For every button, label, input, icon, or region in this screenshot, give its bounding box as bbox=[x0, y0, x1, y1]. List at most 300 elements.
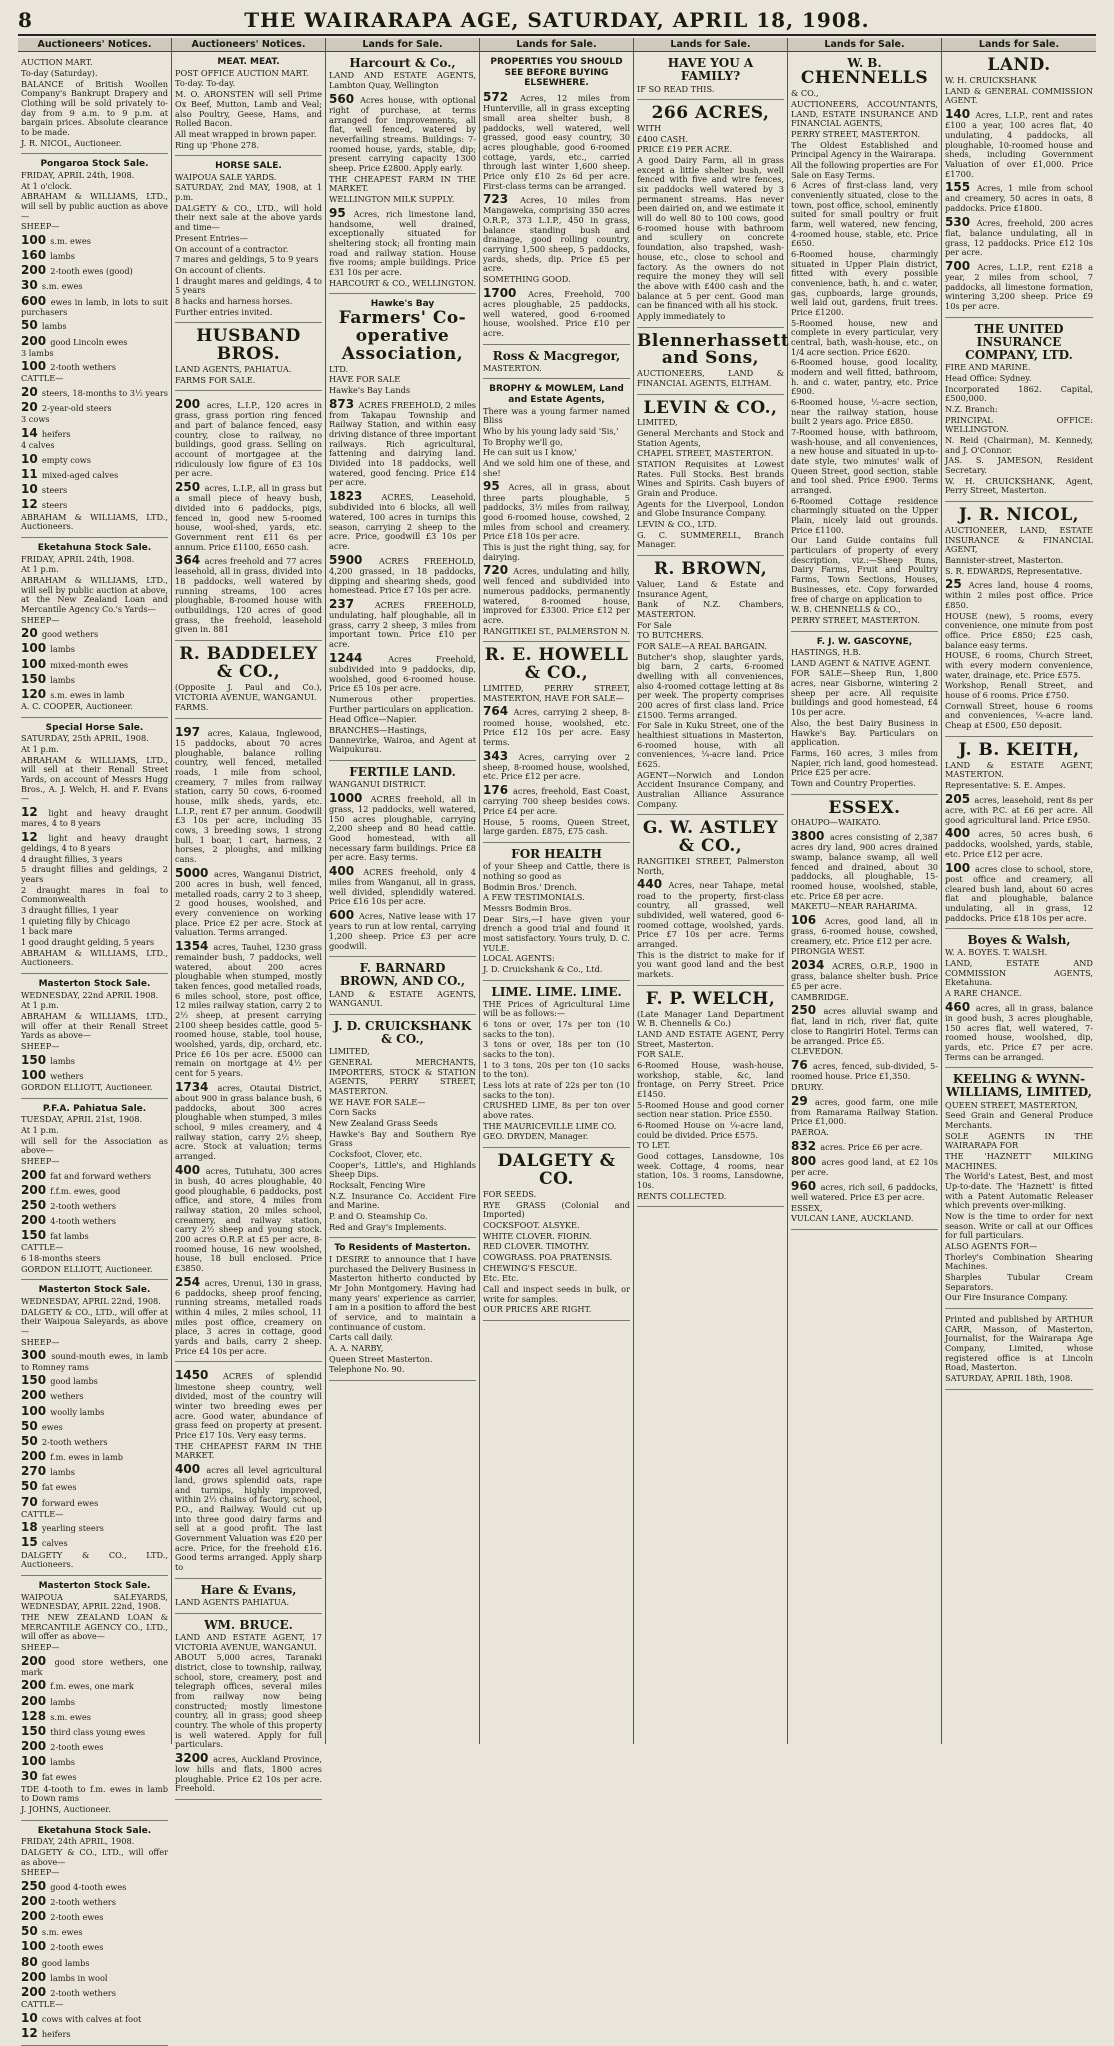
advert-line: M. O. ARONSTEN will sell Prime Ox Beef, Mutton, Lamb and Veal; also Poultry, Geese, Hams, and Rolled Bacon. bbox=[175, 89, 322, 129]
advert-line bbox=[21, 1709, 168, 1723]
advert-line: At 1 p.m. bbox=[21, 743, 59, 754]
acreage-figure: 720 bbox=[483, 563, 514, 578]
acreage-figure: 14 bbox=[21, 426, 42, 441]
advert-text: 2-tooth ewes (good) bbox=[50, 266, 133, 277]
advert-display-name: R. BADDELEY & CO., bbox=[179, 644, 318, 682]
advert-line: ABRAHAM & WILLIAMS, LTD., will sell by public auction at above, at the New Zealand Loan and Mercantile Agency Co.'s Yards— bbox=[21, 574, 168, 614]
advertisement bbox=[637, 818, 784, 985]
advert-line: (Opposite J. Paul and Co.), VICTORIA AVENUE, WANGANUI. bbox=[175, 681, 322, 702]
advert-heading: HAVE YOU A FAMILY? bbox=[667, 56, 754, 84]
acreage-figure: 200 bbox=[21, 1653, 55, 1668]
advert-line bbox=[21, 1535, 168, 1549]
advert-text: good lambs bbox=[41, 1957, 90, 1968]
acreage-figure: 200 bbox=[21, 1388, 51, 1403]
advert-line: 6-Roomed House on ¼-acre land, could be divided. Price £575. bbox=[637, 1119, 784, 1140]
advert-line: DRURY. bbox=[791, 1081, 824, 1092]
advert-text: acres, L.I.P., all in grass but a small piece of heavy bush, divided into 6 paddocks, pigs, fenced in, good new 5-roomed house, wool-shed, yards, etc. Government rent £11 6s per annum. Price £1100, £650 cash. bbox=[175, 483, 322, 552]
advert-line: W. A. BOYES. T. WALSH. bbox=[945, 947, 1048, 958]
advert-text: ACRES, O.R.P., 1900 in grass, balance shelter bush. Price £5 per acre. bbox=[791, 961, 938, 991]
advert-line: Bodmin Bros.' Drench. bbox=[483, 881, 578, 892]
advert-line bbox=[21, 1520, 168, 1534]
advert-line: Seed Grain and General Produce Merchants. bbox=[945, 1110, 1093, 1130]
advert-line: Also, the best Dairy Business in Hawke's Bay. Particulars on application. bbox=[791, 717, 938, 748]
advert-text: 2-tooth wethers bbox=[50, 1987, 116, 1998]
advert-line: GEO. DRYDEN, Manager. bbox=[483, 1131, 589, 1142]
advert-line: 3 cows bbox=[21, 414, 50, 425]
advert-text: 2-tooth wethers bbox=[50, 1897, 116, 1908]
advert-heading: Harcourt & Co., bbox=[349, 56, 456, 71]
acreage-figure: 200 bbox=[21, 1182, 51, 1197]
advert-line bbox=[945, 107, 1093, 179]
advert-line: Hawke's Bay Lands bbox=[329, 384, 411, 395]
advert-line: HAVE FOR SALE bbox=[329, 374, 401, 385]
advert-line: Carts call daily. bbox=[329, 1332, 393, 1343]
advert-title: Masterton Stock Sale. bbox=[38, 1580, 151, 1591]
advert-line: At 1 p.m. bbox=[21, 1000, 59, 1011]
advertisement bbox=[637, 330, 790, 395]
advertisement bbox=[637, 55, 784, 100]
advert-title: HORSE SALE. bbox=[215, 161, 282, 172]
advert-line: Agents for the Liverpool, London and Globe Insurance Company. bbox=[637, 498, 784, 519]
acreage-figure: 200 bbox=[21, 1678, 51, 1693]
page-number: 8 bbox=[18, 8, 32, 32]
advert-line bbox=[791, 1003, 938, 1046]
advert-line: WAIPOUA SALE YARDS. bbox=[175, 171, 277, 182]
advert-line bbox=[21, 1909, 168, 1923]
acreage-figure: 12 bbox=[21, 497, 42, 512]
advert-heading: J. D. CRUICKSHANK & CO., bbox=[333, 1019, 472, 1047]
advert-line: SHEEP— bbox=[21, 1867, 60, 1878]
advert-line: All meat wrapped in brown paper. bbox=[175, 128, 317, 139]
advert-line bbox=[21, 1970, 168, 1984]
acreage-figure: 1354 bbox=[175, 938, 214, 953]
acreage-figure: 25 bbox=[945, 577, 969, 592]
acreage-figure: 50 bbox=[21, 318, 42, 333]
acreage-figure: 95 bbox=[329, 205, 354, 220]
advertisement bbox=[329, 1241, 476, 1381]
advert-text: Acres, near Tahape, metal road to the property, first-class country, all grassed, well subdivided, well watered, good 6-roomed cottage, woolshed, yards. Price £7 10s per acre. Terms arranged. bbox=[637, 880, 784, 949]
column-6 bbox=[788, 38, 942, 1744]
advert-line: Bannister-street, Masterton. bbox=[945, 554, 1064, 565]
advert-text: acres, good farm, one mile from Ramarama Railway Station. Price £1,000. bbox=[791, 1096, 938, 1127]
advert-line: PERRY STREET, MASTERTON. bbox=[791, 128, 920, 139]
advert-line: PERRY STREET, MASTERTON. bbox=[791, 614, 920, 625]
advert-line bbox=[945, 826, 1093, 860]
advert-text: acres, fenced, sub-divided, 5-roomed house. Price £1,350. bbox=[791, 1061, 938, 1082]
advert-line: OUR PRICES ARE RIGHT. bbox=[483, 1304, 592, 1315]
advert-text: forward ewes bbox=[41, 1497, 99, 1508]
advert-display-name: J. R. NICOL, bbox=[958, 505, 1080, 526]
acreage-figure: 11 bbox=[21, 467, 42, 482]
advert-line: CATTLE— bbox=[21, 1999, 64, 2010]
advert-line: A FEW TESTIMONIALS. bbox=[483, 892, 585, 903]
masthead-bar bbox=[18, 6, 1096, 36]
advert-text: acres, Otautai District, about 900 in grass balance bush, 6 paddocks, about 300 acres ploughable when stumped, 3 miles school, 9 miles creamery, and 4 railway station, carry 2½ sheep, acre. Stock at valuation; terms arranged. bbox=[175, 1082, 323, 1161]
advert-line: J. R. NICOL, Auctioneer. bbox=[21, 137, 122, 148]
acreage-figure: 50 bbox=[21, 1418, 42, 1433]
advert-text: ewes bbox=[41, 1421, 63, 1432]
advert-line: Further entries invited. bbox=[175, 306, 273, 317]
advert-line: LAND & ESTATE AGENT, MASTERTON. bbox=[945, 759, 1093, 780]
advert-line: LAND AND ESTATE AGENT, Perry Street, Masterton. bbox=[637, 1028, 784, 1049]
advert-line bbox=[21, 672, 168, 686]
advert-line bbox=[21, 1985, 168, 1999]
advert-line bbox=[21, 1955, 168, 1969]
advert-text: acres, freehold, East Coast, carrying 700 sheep besides cows. Price £4 per acre. bbox=[483, 786, 630, 816]
advert-title: Masterton Stock Sale. bbox=[38, 979, 151, 990]
acreage-figure: 440 bbox=[637, 877, 669, 892]
advert-line: CATTLE— bbox=[21, 1242, 64, 1253]
advert-line: JAS. S. JAMESON, Resident Secretary. bbox=[945, 455, 1093, 476]
advert-line: Apply immediately to bbox=[637, 310, 726, 321]
acreage-figure: 300 bbox=[21, 1348, 52, 1363]
advert-heading: KEELING & WYNN-WILLIAMS, LIMITED, bbox=[946, 1072, 1092, 1100]
advert-line: A. C. COOPER, Auctioneer. bbox=[21, 701, 134, 712]
advert-line: Good cottages, Lansdowne, 10s week. Cottage, 4 rooms, near station, 10s. 3 rooms, Lansdowne, 10s. bbox=[637, 1150, 784, 1190]
advert-line bbox=[21, 467, 168, 481]
advert-text: f.m. ewes, one mark bbox=[50, 1681, 134, 1692]
advert-line: TO LET. bbox=[637, 1140, 671, 1151]
advert-text: ACRES of splendid limestone sheep country, well divided, most of the country will winter two breeding ewes per acre. Good water, abundance of grass feed on property at present. Price £17 10s. Very easy terms. bbox=[175, 1371, 323, 1440]
advert-text: lambs bbox=[50, 1696, 75, 1707]
advert-line: FARMS FOR SALE. bbox=[175, 374, 256, 385]
column-heading: Auctioneers' Notices. bbox=[18, 38, 171, 52]
advert-line bbox=[21, 1419, 168, 1433]
advert-text: third class young ewes bbox=[50, 1726, 146, 1737]
advert-text: Acres, L.I.P., rent £218 a year, 2 miles from school, 7 paddocks, all limestone formation, wintering 3,200 sheep. Price £9 10s per acre. bbox=[945, 261, 1093, 312]
advert-text: sound-mouth ewes, in lamb to Romney rams bbox=[21, 1351, 168, 1372]
advert-line bbox=[21, 1754, 168, 1768]
advert-line bbox=[175, 939, 322, 1079]
advert-text: acres, Auckland Province, low hills and flats, 1800 acres ploughable. Price £2 10s per acre. Freehold. bbox=[175, 1753, 322, 1794]
advert-line bbox=[791, 1139, 938, 1153]
advert-line: WAIPOUA SALEYARDS, WEDNESDAY, APRIL 22nd, 1908. bbox=[21, 1591, 168, 1612]
acreage-figure: 10 bbox=[21, 2010, 42, 2025]
advert-line bbox=[791, 1058, 938, 1082]
advert-line bbox=[791, 1179, 938, 1203]
advert-line bbox=[21, 426, 168, 440]
advertisement bbox=[637, 989, 784, 1208]
column-heading: Auctioneers' Notices. bbox=[172, 38, 325, 52]
advertisement bbox=[637, 559, 784, 815]
advert-text: 4-tooth wethers bbox=[50, 1216, 116, 1227]
advert-line bbox=[483, 704, 630, 747]
advert-text: fat ewes bbox=[41, 1772, 77, 1783]
advert-line: I DESIRE to announce that I have purchased the Delivery Business in Masterton hitherto conducted by Mr John Montgomery. Having had many years' experience as carrier, I am in a position to afford the best of service, and to maintain a continuance of custom. bbox=[329, 1254, 476, 1332]
advert-line: PAEROA. bbox=[791, 1127, 830, 1138]
advertisement bbox=[175, 326, 322, 391]
advert-line: LAND, ESTATE AND COMMISSION AGENTS, Eketahuna. bbox=[945, 958, 1093, 988]
acreage-figure: 1734 bbox=[175, 1079, 218, 1094]
advert-line bbox=[945, 577, 1093, 611]
advert-line: PRINCIPAL OFFICE: WELLINGTON. bbox=[945, 414, 1093, 435]
advert-line: ABRAHAM & WILLIAMS, LTD., will sell by public auction as above— bbox=[21, 191, 168, 221]
advert-heading: W. B. bbox=[847, 56, 882, 71]
advert-text: yearling steers bbox=[41, 1523, 104, 1534]
advert-line: LIMITED, bbox=[637, 417, 678, 428]
advert-line bbox=[175, 397, 322, 479]
advert-line: WEDNESDAY, 22nd APRIL 1908. bbox=[21, 989, 159, 1000]
advert-line: Corn Sacks bbox=[329, 1107, 377, 1118]
advert-text: acres. Price £6 per acre. bbox=[820, 1141, 923, 1152]
advert-line: WITH bbox=[637, 123, 662, 134]
advert-line bbox=[21, 294, 168, 318]
advert-line: At 1 o'clock. bbox=[21, 180, 72, 191]
advert-text: acres consisting of 2,387 acres dry land, 900 acres drained swamp, balance swamp, all well fenced and drained, about 30 paddocks, all ploughable, 15-roomed house, woolshed, stable, etc. Price £8 per acre. bbox=[791, 832, 938, 901]
advert-line: At 1 p.m. bbox=[21, 564, 59, 575]
advertisement bbox=[21, 721, 168, 974]
advert-line: Queen Street Masterton. bbox=[329, 1353, 433, 1364]
advert-text: s.m. ewes bbox=[50, 235, 91, 246]
advert-title: Eketahuna Stock Sale. bbox=[37, 542, 152, 553]
advert-line bbox=[21, 1373, 168, 1387]
advert-line: J. D. Cruickshank & Co., Ltd. bbox=[483, 963, 603, 974]
advert-line: THE 'HAZNETT' MILKING MACHINES. bbox=[945, 1151, 1093, 1171]
advert-line: Present Entries— bbox=[175, 232, 248, 243]
advert-text: lambs in wool bbox=[50, 1972, 108, 1983]
advert-line bbox=[791, 913, 938, 947]
column-heading: Lands for Sale. bbox=[480, 38, 633, 52]
advert-text: acres, L.I.P., 120 acres in grass, grass portion ring fenced and part of balance fenced, easy country, close to railway, no buildings, good grass. Selling on account of mortgagee at the ridiculously low figure of £3 10s per acre. bbox=[175, 400, 322, 479]
acreage-figure: 100 bbox=[21, 656, 51, 671]
advert-line bbox=[483, 563, 630, 626]
advert-text: s.m. ewes bbox=[41, 281, 83, 292]
advert-line: £400 CASH. bbox=[637, 133, 688, 144]
advert-line bbox=[21, 1739, 168, 1753]
advert-line bbox=[329, 651, 476, 694]
acreage-figure: 100 bbox=[21, 1403, 51, 1418]
advert-line: IF SO READ THIS. bbox=[637, 83, 715, 94]
advert-text: acres, Tauhei, 1230 grass remainder bush, 7 paddocks, well watered, about 200 acres ploughable when stumped, mostly taken fences, good metalled roads, 6 miles school, store, post office, 12 miles railway station, carry 2 to 2½ sheep, at present carrying 2100 sheep besides cattle, good 5-roomed house, stable, tool house, woolshed, yards, dip, orchard, etc. Price £6 10s per acre. £5000 can remain on mortgage at 4½ per cent for 5 years. bbox=[175, 941, 322, 1079]
advert-text: ACRES FREEHOLD, 4,200 grassed, in 18 paddocks, dipping and shearing sheds, good homestead. Price £7 10s per acre. bbox=[329, 555, 477, 596]
advert-line bbox=[21, 1198, 168, 1212]
advertisement bbox=[329, 1018, 476, 1238]
advert-line bbox=[175, 1368, 322, 1440]
advert-text: lambs bbox=[50, 1055, 75, 1066]
advert-line: A good Dairy Farm, all in grass except a little shelter bush, well fenced with five and wire fences, six paddocks well watered by 3 permanent streams. Has never been dairied on, and we estimate it will do well 80 to 100 cows, good 6-roomed house with bathroom and scullery on concrete foundation, also trapshed, wash-house, etc., close to school and factory. As the owners do not require the money they will sell the above with £400 cash and the balance at 5 per cent. Good man can be financed with all his stock. bbox=[637, 155, 784, 311]
acreage-figure: 30 bbox=[21, 1769, 42, 1784]
advert-line bbox=[21, 1724, 168, 1738]
advert-text: acres freehold and 77 acres leasehold, all in grass, divided into 18 paddocks, well watered by running streams, 100 acres ploughable, 8-roomed house with outbuildings, 120 acres of good grass, the freehold, leasehold given in. 881 bbox=[175, 556, 322, 635]
advert-line: G. C. SUMMERELL, Branch Manager. bbox=[637, 529, 784, 550]
advert-heading: WM. BRUCE. bbox=[204, 1617, 293, 1632]
advert-text: Acres, L.I.P., rent and rates £100 a year, 100 acres flat, 40 undulating, 4 paddocks, all ploughable, 10-roomed house and sheds, including Government Valuation of over £1,000. Price £1700. bbox=[945, 110, 1093, 179]
advert-line bbox=[21, 1348, 168, 1372]
advert-text: mixed-aged calves bbox=[41, 470, 119, 481]
advert-line bbox=[21, 1479, 168, 1493]
advertisement bbox=[21, 1579, 168, 1821]
advert-text: empty cows bbox=[41, 454, 91, 465]
advert-line: MAKETU—NEAR RAHARIMA. bbox=[791, 901, 918, 912]
advert-display-name: Blennerhassett and Sons, bbox=[637, 330, 790, 369]
column-5 bbox=[634, 38, 788, 1744]
advert-line: LOCAL AGENTS: bbox=[483, 953, 555, 964]
advertisement bbox=[945, 1071, 1093, 1309]
advert-line bbox=[329, 489, 476, 552]
acreage-figure: 100 bbox=[21, 1939, 51, 1954]
advert-text: ACRES freehold, all in grass, 12 paddocks, well watered, 150 acres ploughable, carrying 2,200 sheep and 80 head cattle. Good homestead, with all necessary farm buildings. Price £8 per acre. Easy terms. bbox=[329, 793, 476, 863]
advertisement bbox=[637, 398, 784, 557]
advert-line: To Brophy we'll go, bbox=[483, 436, 563, 447]
advert-line: Printed and published by ARTHUR CARR, Masson, of Masterton, Journalist, for the Wairarapa Age Company, Limited, whose registered office is at Lincoln Road, Masterton. bbox=[945, 1314, 1093, 1373]
advert-display-name: CHENNELLS bbox=[800, 68, 929, 89]
advert-text: heifers bbox=[41, 429, 71, 440]
acreage-figure: 400 bbox=[945, 826, 979, 841]
advert-line bbox=[791, 958, 938, 992]
acreage-figure: 1244 bbox=[329, 650, 389, 665]
advert-line bbox=[21, 1894, 168, 1908]
advert-line: Our Fire Insurance Company. bbox=[945, 1292, 1068, 1303]
advert-text: fat and forward wethers bbox=[50, 1170, 151, 1181]
acreage-figure: 364 bbox=[175, 553, 205, 568]
advertisement bbox=[21, 1283, 168, 1576]
acreage-figure: 530 bbox=[945, 214, 977, 229]
advert-text: lambs bbox=[41, 321, 67, 332]
advert-line: Now is the time to order for next season. Write or call at our Offices for full particulars. bbox=[945, 1211, 1093, 1241]
advert-line: RANGITIKEI ST., PALMERSTON N. bbox=[483, 625, 630, 636]
advert-line: FRIDAY, 24th APRIL, 1908. bbox=[21, 1836, 135, 1847]
advert-line: LAND AND ESTATE AGENTS, Lambton Quay, Wellington bbox=[329, 70, 476, 91]
advert-text: 2-tooth ewes bbox=[50, 1942, 104, 1953]
advert-line: Rocksalt, Fencing Wire bbox=[329, 1180, 426, 1191]
acreage-figure: 12 bbox=[21, 829, 49, 844]
advert-title: F. J. W. GASCOYNE, bbox=[816, 636, 913, 647]
acreage-figure: 10 bbox=[21, 451, 42, 466]
column-heading: Lands for Sale. bbox=[634, 38, 787, 52]
acreage-figure: 128 bbox=[21, 1708, 51, 1723]
advert-text: 2-tooth wethers bbox=[50, 362, 116, 373]
advert-text: acres all level agricultural land, grows splendid oats, rape and turnips, highly improved, within 2½ chains of factory, school, P.O., and Railway. Would cut up into three good dairy farms and sell at a good profit. The last Government Valuation was £20 per acre. Price, for the freehold £16. Good terms arranged. Apply sharp to bbox=[175, 1464, 322, 1573]
advert-line: Who by his young lady said 'Sis,' bbox=[483, 426, 619, 437]
advert-line: Sharples Tubular Cream Separators. bbox=[945, 1272, 1093, 1292]
advert-line: HARCOURT & CO., WELLINGTON. bbox=[329, 277, 476, 288]
advert-text: mixed-month ewes bbox=[50, 659, 129, 670]
advert-title: BROPHY & MOWLEM, Land and Estate Agents, bbox=[489, 384, 624, 406]
advertisement bbox=[945, 932, 1093, 1068]
acreage-figure: 200 bbox=[21, 1449, 51, 1464]
advert-line: RANGITIKEI STREET, Palmerston North, bbox=[637, 856, 784, 876]
advertisement bbox=[175, 159, 322, 323]
advert-line: Cooper's, Little's, and Highlands Sheep Dips. bbox=[329, 1159, 476, 1180]
acreage-figure: 400 bbox=[329, 863, 364, 878]
advert-line: VULCAN LANE, AUCKLAND. bbox=[791, 1213, 914, 1224]
advert-display-name: LAND. bbox=[987, 55, 1051, 76]
advert-text: good wethers bbox=[41, 629, 99, 640]
advert-line: ABRAHAM & WILLIAMS, LTD., Auctioneers. bbox=[21, 511, 168, 532]
advert-line: W. B. CHENNELLS & CO., bbox=[791, 604, 901, 615]
advert-line: Telephone No. 90. bbox=[329, 1364, 405, 1375]
advert-text: 2-tooth wethers bbox=[50, 1200, 116, 1211]
advert-text: lambs bbox=[50, 251, 75, 262]
advert-line bbox=[329, 597, 476, 650]
advert-line: A. A. NARBY, bbox=[329, 1343, 384, 1354]
advert-line bbox=[791, 829, 938, 901]
advert-line: 8 hacks and harness horses. bbox=[175, 295, 293, 306]
advert-line: 6-Roomed house, ½-acre section, near the railway station, house built 2 years ago. Price £850. bbox=[791, 397, 938, 427]
advert-line: SHEEP— bbox=[21, 1641, 60, 1652]
advert-line: ABRAHAM & WILLIAMS, LTD., will offer at their Renall Street Yards as above— bbox=[21, 1011, 168, 1041]
advert-line bbox=[21, 641, 168, 655]
advert-line: On account of a contractor. bbox=[175, 243, 289, 254]
advert-line: LAND AND ESTATE AGENT, 17 VICTORIA AVENUE, WANGANUI. bbox=[175, 1631, 322, 1652]
advert-text: lambs bbox=[50, 644, 75, 655]
advert-heading: Boyes & Walsh, bbox=[967, 933, 1071, 948]
advert-line: THE CHEAPEST FARM IN THE MARKET. bbox=[329, 173, 476, 194]
advert-line bbox=[21, 1769, 168, 1783]
advert-line bbox=[21, 1464, 168, 1478]
advert-line: Town and Country Properties. bbox=[791, 777, 916, 788]
advert-line: For Sale bbox=[637, 619, 672, 630]
advert-line: 6 tons or over, 17s per ton (10 sacks to the ton). bbox=[483, 1019, 630, 1039]
advert-line: 1 good draught gelding, 5 years bbox=[21, 937, 155, 948]
advertisement bbox=[21, 157, 168, 538]
advertisement bbox=[21, 1102, 168, 1281]
acreage-figure: 205 bbox=[945, 791, 975, 806]
acreage-figure: 20 bbox=[21, 385, 42, 400]
advert-line: THE Prices of Agricultural Lime will be as follows:— bbox=[483, 998, 630, 1019]
advert-line: 6-Roomed Cottage residence charmingly situated on the Upper Plain, nicely laid out grounds. Price £1100. bbox=[791, 495, 938, 535]
advert-line: N. Reid (Chairman), M. Kennedy, and J. O'Connor. bbox=[945, 435, 1093, 455]
acreage-figure: 10 bbox=[21, 482, 42, 497]
advert-line: AGENT—Norwich and London Accident Insurance Company, and Australian Alliance Assurance Company. bbox=[637, 769, 784, 809]
advert-line bbox=[175, 1163, 322, 1274]
advert-line bbox=[945, 1000, 1093, 1063]
advert-line: AUCTION MART. bbox=[21, 57, 93, 68]
advert-text: lambs bbox=[50, 1757, 75, 1768]
advert-line bbox=[21, 1449, 168, 1463]
column-7 bbox=[942, 38, 1096, 1744]
advert-text: acres, 50 acres bush, 6 paddocks, woolshed, yards, stable, etc. Price £12 per acre. bbox=[945, 829, 1093, 860]
advert-title: To Residents of Masterton. bbox=[334, 1243, 471, 1254]
advert-text: Acres, 10 miles from Mangaweka, comprising 350 acres O.R.P., 373 L.I.P., 450 in grass, balance standing bush and drainage, good rolling country, carrying 1,500 sheep, 5 paddocks, yards, sheds, dip. Price £5 per acre. bbox=[483, 195, 630, 274]
advert-line: CAMBRIDGE. bbox=[791, 991, 849, 1002]
advert-line bbox=[21, 1879, 168, 1893]
acreage-figure: 764 bbox=[483, 704, 514, 719]
advert-line bbox=[483, 783, 630, 817]
advert-text: Acres, carrying 2 sheep, 8-roomed house, woolshed, etc. Price £12 10s per acre. Easy terms. bbox=[483, 707, 630, 747]
advertisement bbox=[791, 635, 938, 795]
advert-text: light and heavy draught mares, 4 to 8 years bbox=[21, 808, 168, 829]
advert-text: heifers bbox=[41, 2028, 71, 2039]
advert-line: Head Office: Sydney. bbox=[945, 373, 1032, 383]
advert-line bbox=[175, 1080, 322, 1162]
acreage-figure: 176 bbox=[483, 783, 513, 798]
advertisement bbox=[483, 382, 630, 642]
advert-text: 2-tooth wethers bbox=[41, 1436, 108, 1447]
advertisement bbox=[945, 321, 1093, 502]
acreage-figure: 160 bbox=[21, 248, 51, 263]
advert-text: Acres, undulating and hilly, well fenced and subdivided into numerous paddocks, permanently watered, 8-roomed house, improved for £3300. Price £12 per acre. bbox=[483, 566, 630, 626]
advert-line bbox=[21, 805, 168, 829]
acreage-figure: 1450 bbox=[175, 1368, 223, 1383]
advert-line: Hawke's Bay and Southern Rye Grass bbox=[329, 1128, 476, 1149]
advert-line: WEDNESDAY, APRIL 22nd, 1908. bbox=[21, 1296, 161, 1307]
acreage-figure: 460 bbox=[945, 999, 976, 1014]
acreage-figure: 18 bbox=[21, 1520, 42, 1535]
advert-text: fat ewes bbox=[41, 1482, 77, 1493]
advert-line bbox=[329, 206, 476, 278]
advert-display-name: ESSEX. bbox=[828, 797, 901, 818]
advert-line: SATURDAY, APRIL 18th, 1908. bbox=[945, 1373, 1073, 1384]
advert-line: N.Z. Branch: bbox=[945, 404, 998, 415]
advert-line: SHEEP— bbox=[21, 1041, 60, 1052]
column-2 bbox=[172, 38, 326, 1794]
advert-title: Masterton Stock Sale. bbox=[38, 1285, 151, 1296]
advert-text: ACRES FREEHOLD, 2 miles from Takapau Township and Railway Station, and within easy driving distance of three important railways. Rich agricultural, fattening and dairying land. Divided into 18 paddocks, well watered, good fencing. Price £14 per acre. bbox=[329, 399, 476, 488]
advert-line: LEVIN & CO., LTD. bbox=[637, 519, 717, 530]
advert-line bbox=[21, 400, 168, 414]
advert-line: BALANCE of British Woollen Company's Bankrupt Drapery and Clothing will be sold privately to-day from 9 a.m. to 9 p.m. at bargain prices. Absolute clearance to be made. bbox=[21, 78, 168, 137]
